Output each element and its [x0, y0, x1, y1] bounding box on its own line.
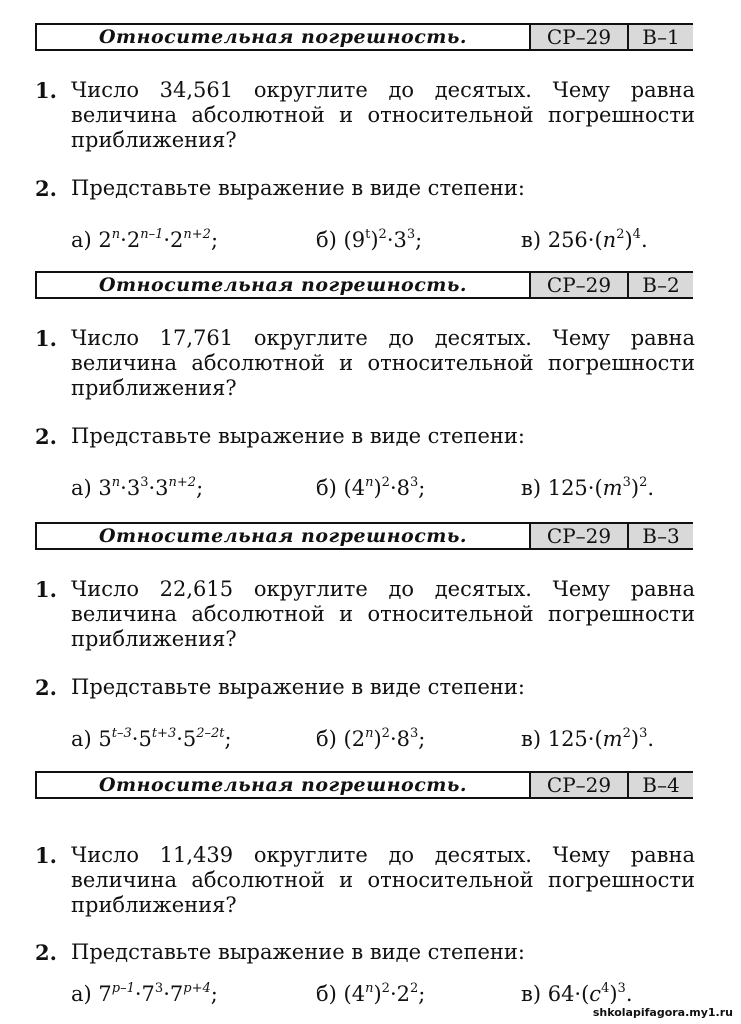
task-text: Число 34,561 округлите до десятых. Чему равна величина абсолютной и относительной погрешности приближения? — [71, 78, 695, 152]
header-variant: В–1 — [627, 25, 693, 49]
header-variant: В–3 — [627, 524, 693, 548]
task-1 — [35, 577, 695, 652]
option-a: а) $5^{t-3}\cdot 5^{t+3}\cdot 5^{2-2t}$; — [71, 726, 232, 751]
header-code: СР–29 — [529, 773, 627, 797]
option-b: б) $(2^n)^2\cdot 8^3$; — [316, 726, 426, 751]
header-code: СР–29 — [529, 273, 627, 297]
option-a: а) $3^n\cdot 3^3\cdot 3^{n+2}$; — [71, 475, 204, 500]
variant-header — [35, 522, 693, 550]
footer-site-url: shkolapifagora.my1.ru — [592, 1006, 733, 1019]
header-variant: В–2 — [627, 273, 693, 297]
task-number: 1. — [35, 577, 57, 602]
task-number: 1. — [35, 78, 57, 103]
task-text: Представьте выражение в виде степени: — [71, 940, 525, 964]
task-text: Число 11,439 округлите до десятых. Чему равна величина абсолютной и относительной погрешности приближения? — [71, 843, 695, 917]
option-c: в) $64\cdot(c^4)^3$. — [521, 981, 633, 1006]
task-1 — [35, 843, 695, 918]
task-2 — [35, 176, 695, 201]
option-a: а) $7^{p-1}\cdot 7^3\cdot 7^{p+4}$; — [71, 981, 218, 1006]
task-text: Число 22,615 округлите до десятых. Чему равна величина абсолютной и относительной погрешности приближения? — [71, 577, 695, 651]
task-2 — [35, 675, 695, 700]
variant-header — [35, 771, 693, 799]
header-title: Относительная погрешность. — [98, 774, 468, 796]
option-b: б) $(9^t)^2\cdot 3^3$; — [316, 227, 423, 252]
option-b: б) $(4^n)^2\cdot 2^2$; — [316, 981, 426, 1006]
header-title: Относительная погрешность. — [98, 274, 468, 296]
task-number: 2. — [35, 940, 57, 965]
task-number: 2. — [35, 675, 57, 700]
variant-header — [35, 271, 693, 299]
header-title: Относительная погрешность. — [98, 525, 468, 547]
variant-header — [35, 23, 693, 51]
task-1 — [35, 326, 695, 401]
option-c: в) $125\cdot(m^3)^2$. — [521, 475, 655, 500]
option-b: б) $(4^n)^2\cdot 8^3$; — [316, 475, 426, 500]
header-code: СР–29 — [529, 524, 627, 548]
option-a: а) $2^n\cdot 2^{n-1}\cdot 2^{n+2}$; — [71, 227, 219, 252]
task-options — [71, 226, 691, 256]
task-number: 1. — [35, 843, 57, 868]
task-text: Представьте выражение в виде степени: — [71, 675, 525, 699]
task-text: Число 17,761 округлите до десятых. Чему равна величина абсолютной и относительной погрешности приближения? — [71, 326, 695, 400]
task-text: Представьте выражение в виде степени: — [71, 176, 525, 200]
task-options — [71, 725, 691, 755]
task-options — [71, 474, 691, 504]
task-2 — [35, 940, 695, 965]
task-number: 2. — [35, 424, 57, 449]
task-number: 2. — [35, 176, 57, 201]
option-c: в) $125\cdot(m^2)^3$. — [521, 726, 655, 751]
header-code: СР–29 — [529, 25, 627, 49]
task-number: 1. — [35, 326, 57, 351]
option-c: в) $256\cdot(n^2)^4$. — [521, 227, 648, 252]
task-text: Представьте выражение в виде степени: — [71, 424, 525, 448]
task-1 — [35, 78, 695, 153]
task-2 — [35, 424, 695, 449]
header-variant: В–4 — [627, 773, 693, 797]
header-title: Относительная погрешность. — [98, 26, 468, 48]
